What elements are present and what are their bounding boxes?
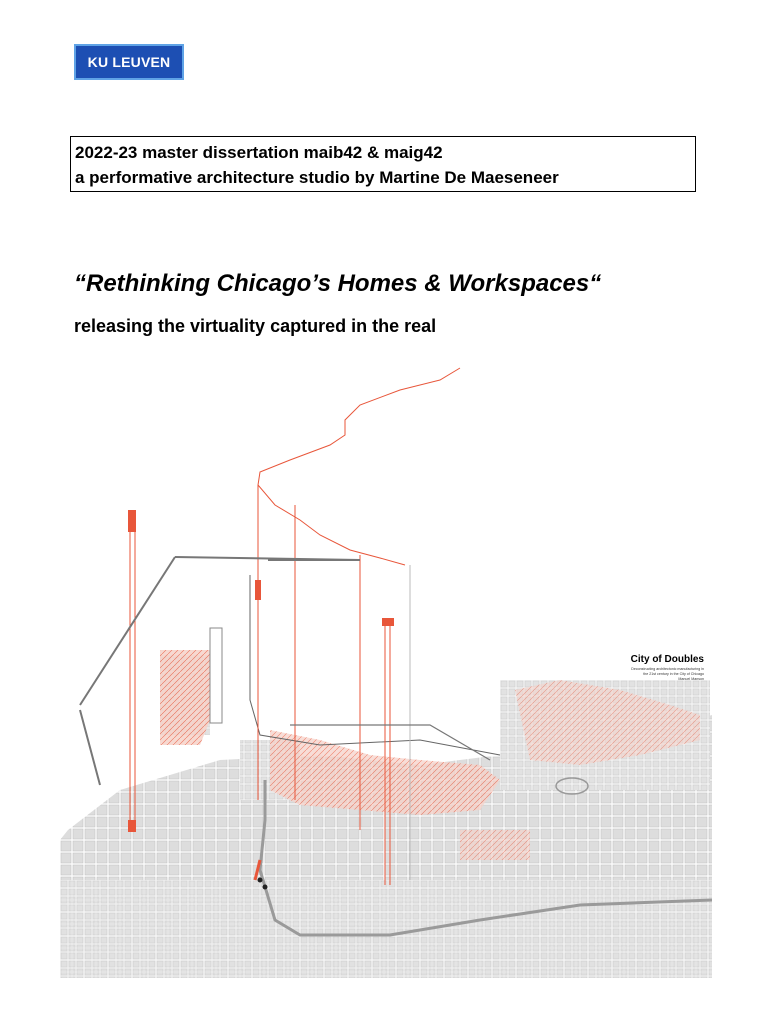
map-caption-1: Deconstructing architectonic manufacturing in [631,667,704,671]
chicago-map-drawing [60,360,712,978]
map-caption-3: Manuel Manson [678,677,704,681]
ku-leuven-logo [74,44,184,80]
map-caption-2: the 21st century in the City of Chicago [643,672,704,676]
document-title: “Rethinking Chicago’s Homes & Workspaces“ [74,270,602,297]
dissertation-line: 2022-23 master dissertation maib42 & maig42 [75,143,443,162]
studio-line: a performative architecture studio by Martine De Maeseneer [75,168,559,187]
dissertation-info-box [70,136,696,192]
lake-shore [250,575,500,755]
document-subtitle: releasing the virtuality captured in the real [74,316,437,336]
logo-text: KU LEUVEN [87,54,171,70]
map-title: City of Doubles [630,654,704,665]
